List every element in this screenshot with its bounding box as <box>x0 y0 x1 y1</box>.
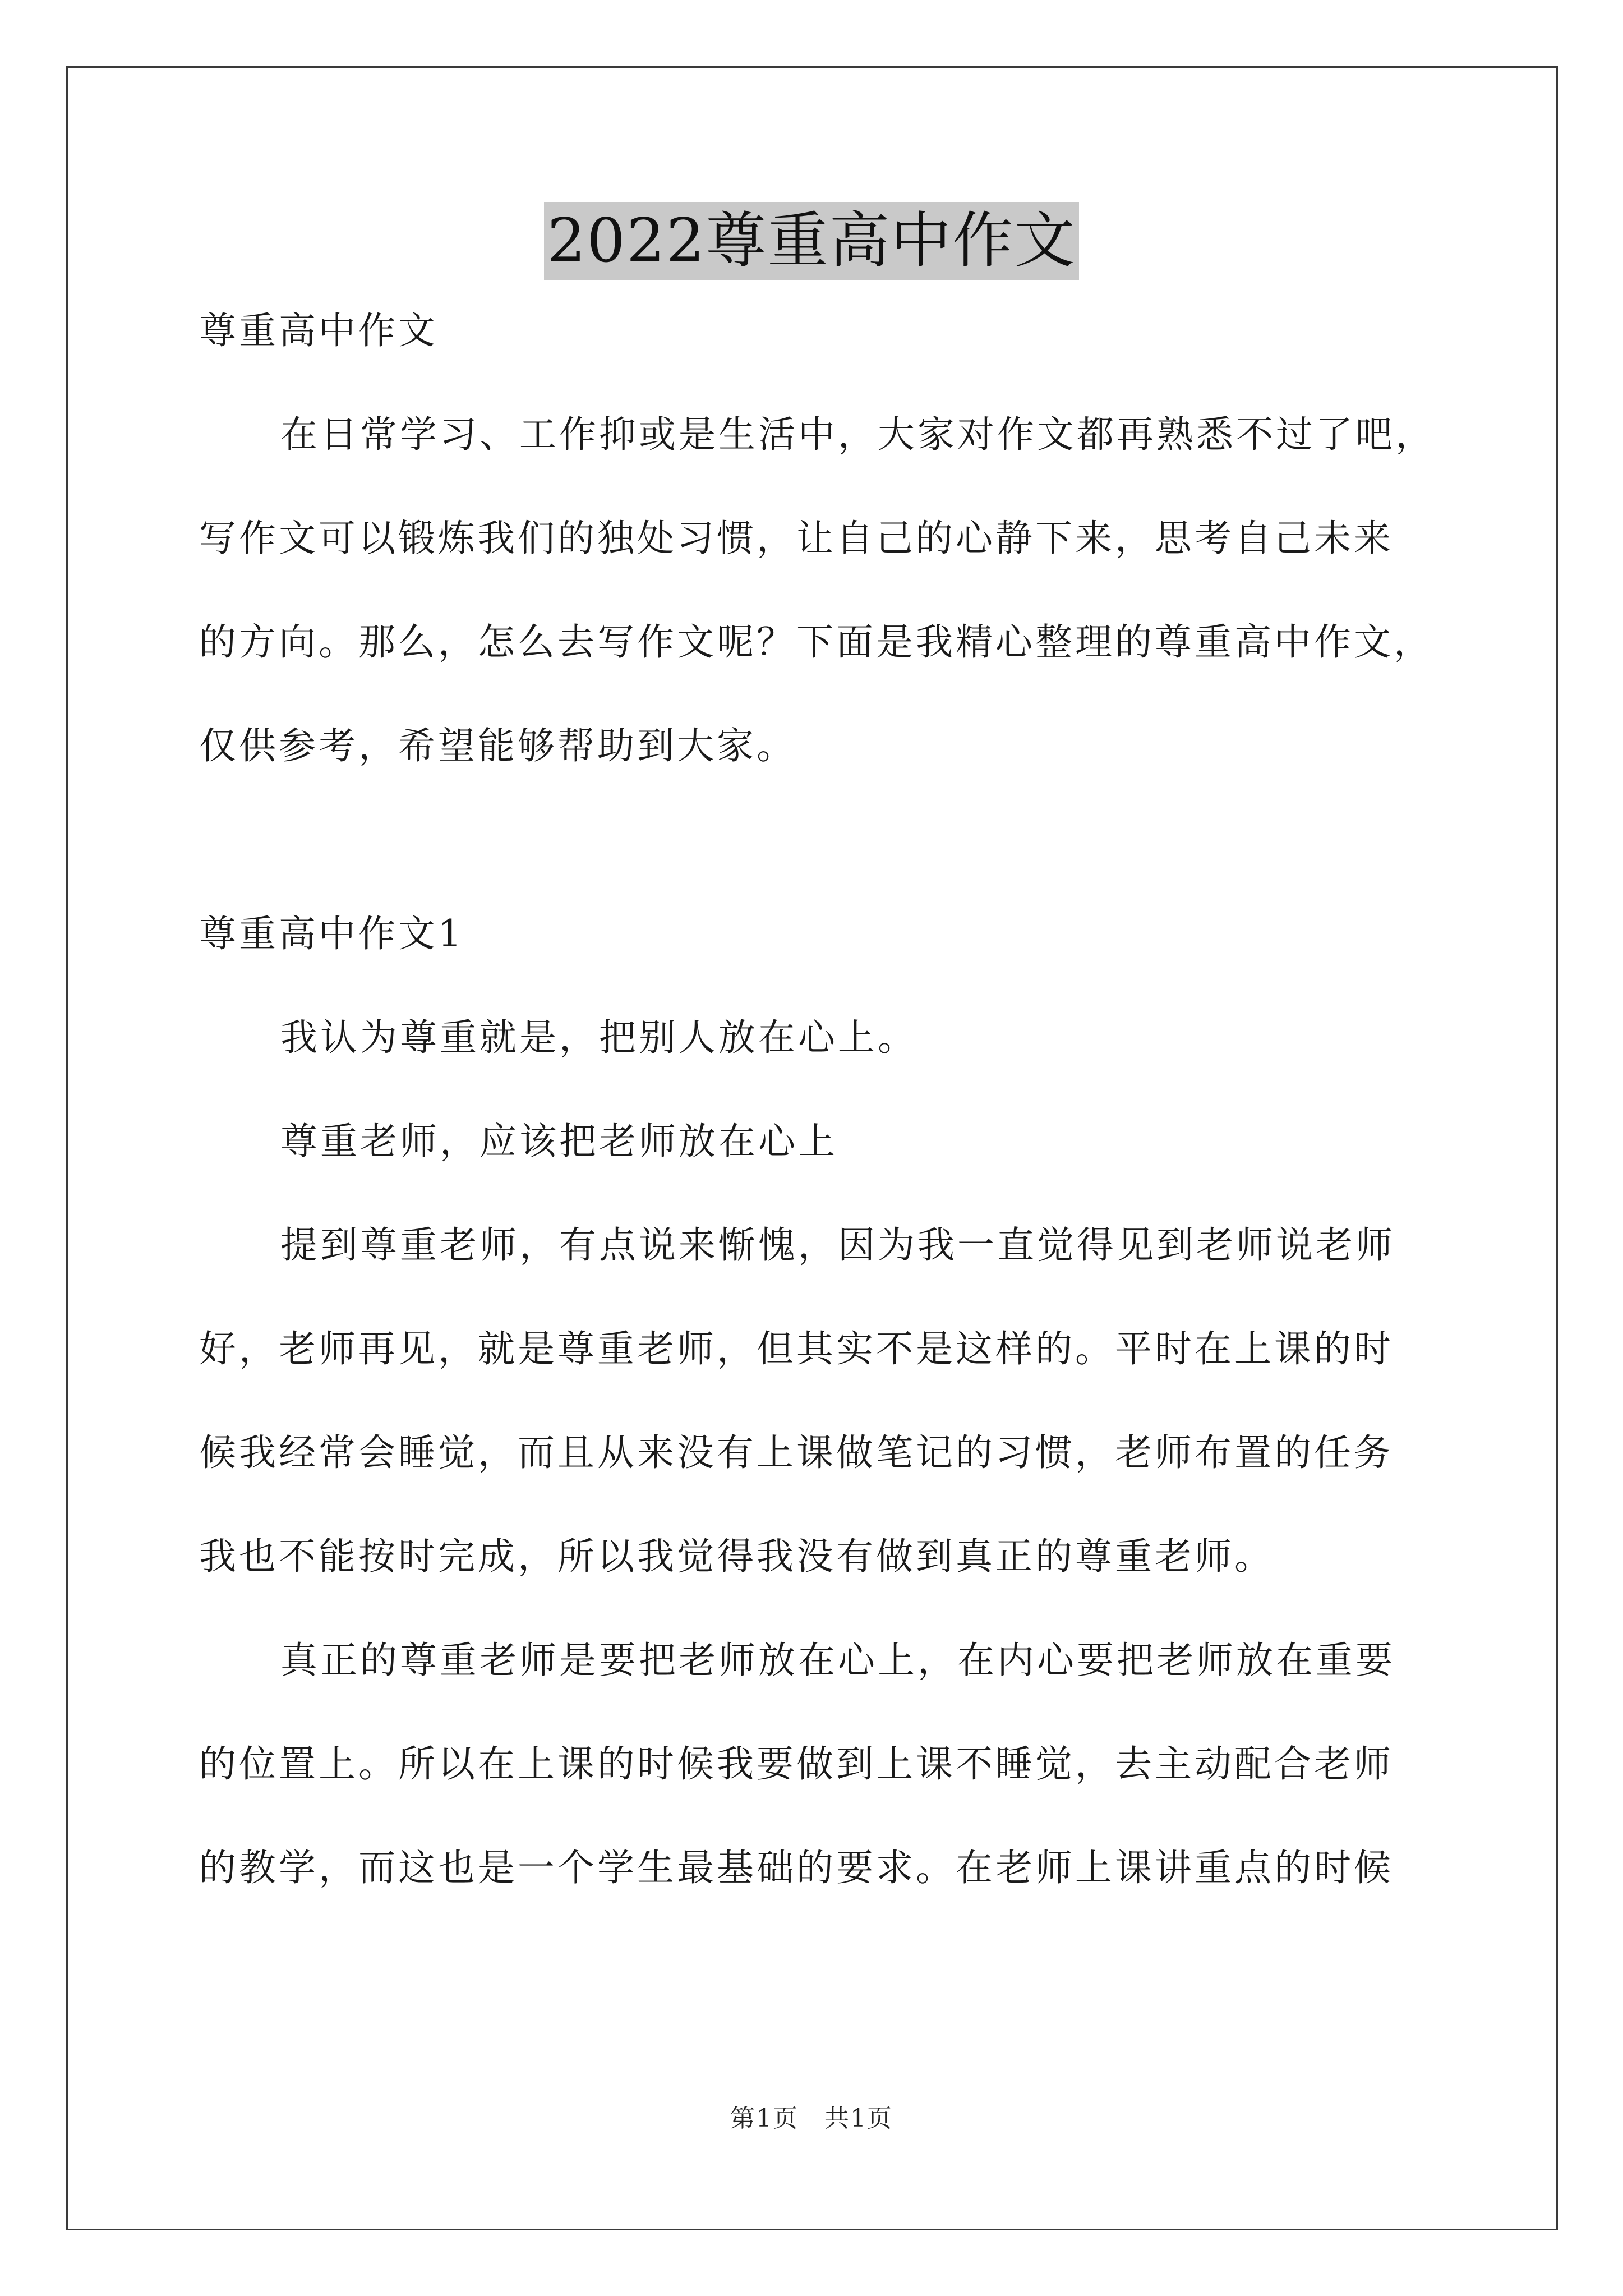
paragraph-line: 在日常学习、工作抑或是生活中，大家对作文都再熟悉不过了吧， <box>280 413 1435 456</box>
paragraph-line: 提到尊重老师，有点说来惭愧，因为我一直觉得见到老师说老师 <box>280 1223 1395 1267</box>
document-title: 2022尊重高中作文 <box>544 202 1080 280</box>
paragraph-line: 我也不能按时完成，所以我觉得我没有做到真正的尊重老师。 <box>199 1535 1274 1578</box>
paragraph-line: 尊重老师，应该把老师放在心上 <box>280 1120 838 1163</box>
section-heading: 尊重高中作文 <box>199 309 438 352</box>
paragraph-line: 仅供参考，希望能够帮助到大家。 <box>199 724 796 767</box>
title-container <box>0 202 1623 280</box>
paragraph-line: 写作文可以锻炼我们的独处习惯，让自己的心静下来，思考自己未来 <box>199 517 1394 560</box>
paragraph-line: 候我经常会睡觉，而且从来没有上课做笔记的习惯，老师布置的任务 <box>199 1431 1394 1474</box>
page-footer: 第1页 共1页 <box>730 2104 893 2133</box>
paragraph-line: 的位置上。所以在上课的时候我要做到上课不睡觉，去主动配合老师 <box>199 1742 1394 1786</box>
paragraph-line: 的教学，而这也是一个学生最基础的要求。在老师上课讲重点的时候 <box>199 1846 1394 1889</box>
paragraph-line: 的方向。那么，怎么去写作文呢？下面是我精心整理的尊重高中作文， <box>199 620 1433 664</box>
paragraph-line: 真正的尊重老师是要把老师放在心上，在内心要把老师放在重要 <box>280 1639 1395 1682</box>
paragraph-line: 好，老师再见，就是尊重老师，但其实不是这样的。平时在上课的时 <box>199 1327 1394 1370</box>
section-heading: 尊重高中作文1 <box>199 912 464 955</box>
paragraph-line: 我认为尊重就是，把别人放在心上。 <box>280 1016 917 1059</box>
